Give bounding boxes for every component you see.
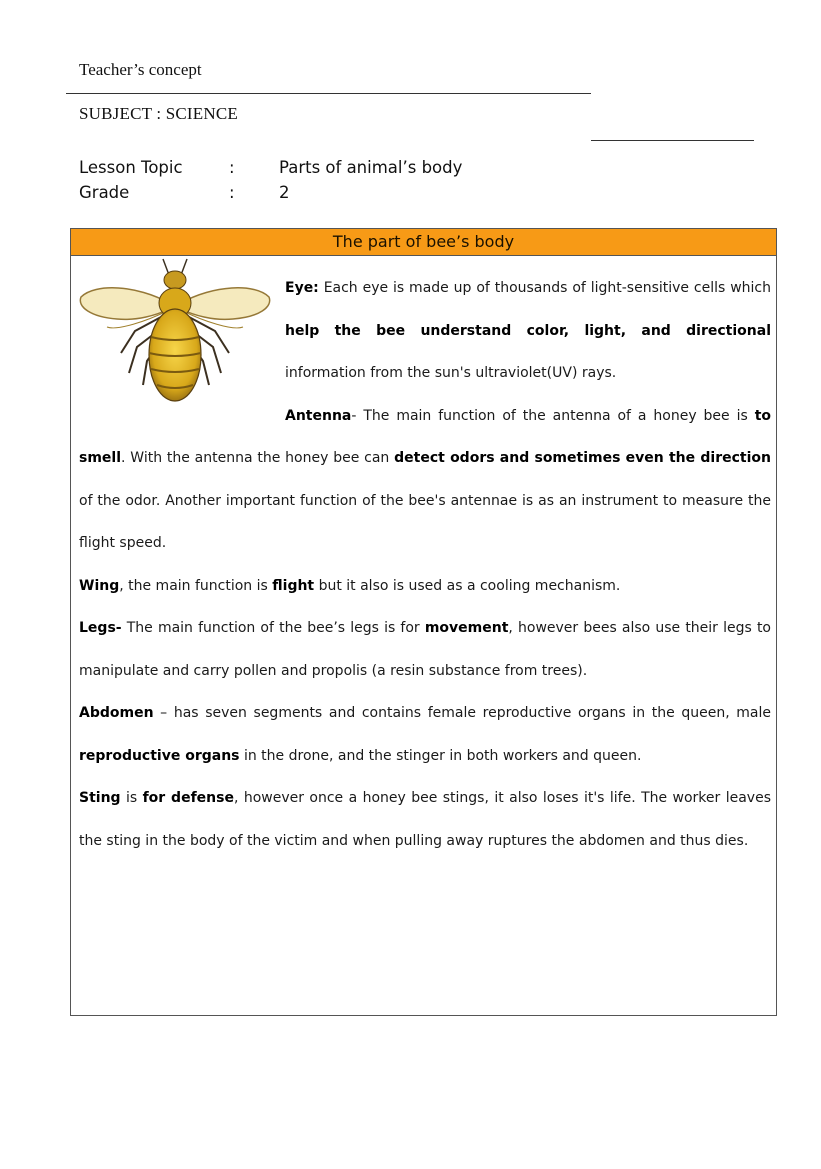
grade-colon: : (229, 183, 235, 202)
antenna-text-3: of the odor. Another important function of the bee's antennae is as an instrument to measure the flight speed. (79, 492, 771, 551)
antenna-highlight-1: to smell (79, 407, 771, 466)
eye-term: Eye: (285, 280, 319, 296)
subject-heading: SUBJECT : SCIENCE (79, 104, 238, 123)
image-spacer (79, 267, 285, 434)
antenna-text-1: - The main function of the antenna of a honey bee is (351, 407, 755, 424)
sting-text-2: , however once a honey bee stings, it also loses it's life. The worker leaves the sting in the body of the victim and when pulling away ruptures the abdomen and thus dies. (79, 790, 771, 849)
legs-text-2: , however bees also use their legs to manipulate and carry pollen and propolis (a resin substance from trees). (79, 620, 771, 679)
lesson-topic-value: Parts of animal’s body (279, 158, 463, 177)
grade-value: 2 (279, 183, 290, 202)
wing-highlight: flight (272, 577, 315, 594)
abdomen-paragraph (79, 692, 771, 777)
signature-line (591, 140, 754, 141)
wing-paragraph (79, 565, 771, 608)
teacher-concept-heading: Teacher’s concept (79, 60, 202, 79)
antenna-highlight-2: detect odors and sometimes even the direction (394, 450, 771, 466)
eye-highlight: help the bee understand color, light, and directional (285, 322, 771, 339)
legs-term: Legs- (79, 620, 122, 636)
abdomen-term: Abdomen (79, 705, 154, 721)
legs-text-1: The main function of the bee’s legs is for (121, 620, 425, 636)
bee-parts-text (79, 267, 771, 862)
eye-text-2: information from the sun's ultraviolet(UV) rays. (285, 365, 617, 381)
wing-text-2: but it also is used as a cooling mechanism. (314, 577, 621, 594)
abdomen-highlight: reproductive organs (79, 747, 240, 764)
sting-highlight: for defense (142, 790, 234, 806)
abdomen-text-2: in the drone, and the stinger in both workers and queen. (239, 747, 642, 764)
legs-paragraph (79, 607, 771, 692)
antenna-text-2: . With the antenna the honey bee can (121, 450, 395, 466)
antenna-term: Antenna (285, 407, 352, 424)
box-title: The part of bee’s body (71, 229, 776, 256)
sting-text-1: is (120, 790, 143, 806)
wing-term: Wing (79, 577, 120, 594)
lesson-topic-label: Lesson Topic (79, 158, 183, 177)
header-rule (66, 93, 591, 94)
wing-text-1: , the main function is (119, 577, 273, 594)
eye-text-1: Each eye is made up of thousands of light-sensitive cells which (318, 280, 771, 296)
lesson-topic-colon: : (229, 158, 235, 177)
abdomen-text-1: – has seven segments and contains female reproductive organs in the queen, male (153, 705, 771, 721)
bee-body-box (70, 228, 777, 1016)
sting-term: Sting (79, 790, 121, 806)
grade-label: Grade (79, 183, 130, 202)
legs-highlight: movement (424, 620, 509, 636)
sting-paragraph (79, 777, 771, 862)
